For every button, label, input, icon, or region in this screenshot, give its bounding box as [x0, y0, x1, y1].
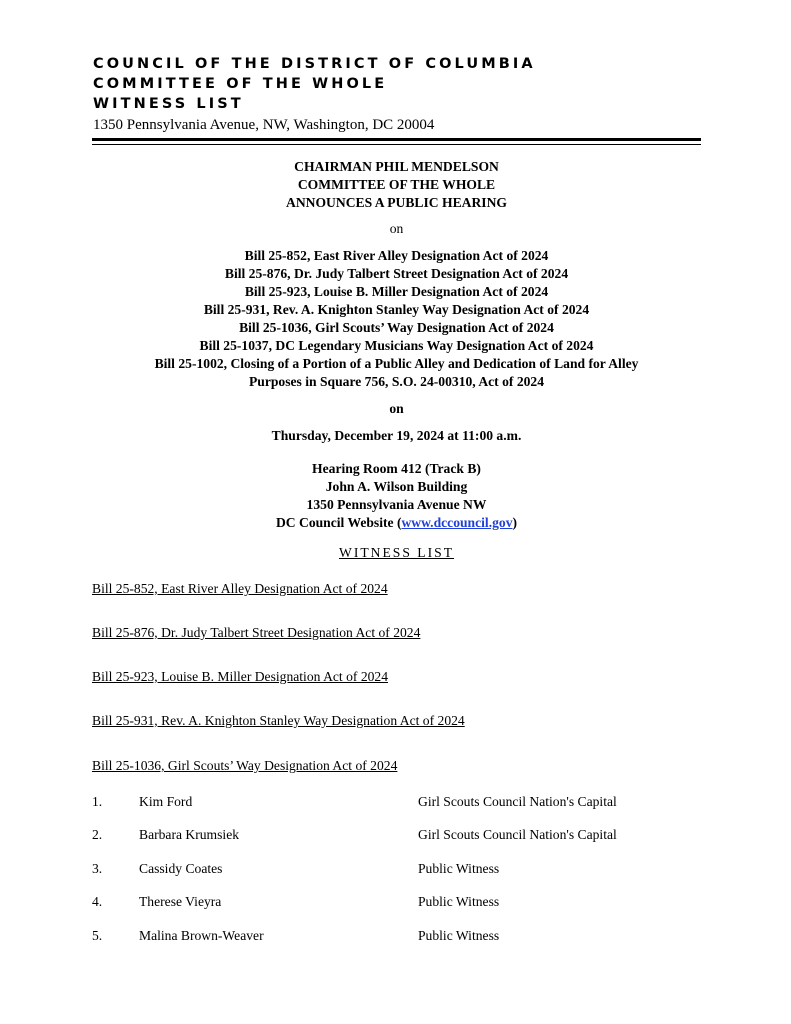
witness-section-heading: Bill 25-923, Louise B. Miller Designation Act of 2024	[92, 669, 389, 684]
letterhead-title: WITNESS LIST	[93, 96, 244, 112]
bill-line: Bill 25-1002, Closing of a Portion of a Public Alley and Dedication of Land for Alley	[154, 356, 639, 371]
bill-line: Bill 25-923, Louise B. Miller Designation Act of 2024	[244, 284, 549, 299]
letterhead-council: COUNCIL OF THE DISTRICT OF COLUMBIA	[93, 56, 536, 72]
witness-section-heading: Bill 25-1036, Girl Scouts’ Way Designation Act of 2024	[92, 758, 398, 773]
bill-line: Bill 25-1037, DC Legendary Musicians Way Designation Act of 2024	[199, 338, 594, 353]
witness-name: Cassidy Coates	[139, 861, 223, 876]
announces-line: ANNOUNCES A PUBLIC HEARING	[286, 195, 507, 210]
witness-name: Malina Brown-Weaver	[139, 928, 264, 943]
witness-organization: Public Witness	[418, 928, 500, 943]
hearing-announcement	[92, 158, 701, 532]
hearing-building: John A. Wilson Building	[325, 479, 468, 494]
witness-number: 1.	[92, 794, 103, 809]
bill-line: Bill 25-876, Dr. Judy Talbert Street Designation Act of 2024	[224, 266, 569, 281]
witness-organization: Girl Scouts Council Nation's Capital	[418, 794, 617, 809]
witness-number: 4.	[92, 894, 103, 909]
witness-number: 3.	[92, 861, 103, 876]
letterhead-committee: COMMITTEE OF THE WHOLE	[93, 76, 388, 92]
on-label: on	[389, 221, 404, 236]
website-link[interactable]: www.dccouncil.gov	[401, 515, 513, 530]
website-line	[92, 514, 701, 532]
bill-line: Purposes in Square 756, S.O. 24-00310, Act of 2024	[248, 374, 545, 389]
header-rule-thin	[92, 144, 701, 145]
witness-organization: Public Witness	[418, 894, 500, 909]
witness-organization: Girl Scouts Council Nation's Capital	[418, 827, 617, 842]
committee-line: COMMITTEE OF THE WHOLE	[297, 177, 496, 192]
chairman-line: CHAIRMAN PHIL MENDELSON	[294, 159, 499, 174]
hearing-date: Thursday, December 19, 2024 at 11:00 a.m.	[271, 428, 522, 443]
witness-name: Therese Vieyra	[139, 894, 222, 909]
on-label-bold: on	[389, 401, 404, 416]
hearing-room: Hearing Room 412 (Track B)	[312, 461, 481, 476]
witness-list-heading-text: WITNESS LIST	[339, 545, 454, 560]
witness-list-heading	[92, 544, 701, 562]
letterhead-address: 1350 Pennsylvania Avenue, NW, Washington, DC 20004	[93, 117, 435, 133]
header-rule-thick	[92, 138, 701, 141]
witness-number: 2.	[92, 827, 103, 842]
bill-line: Bill 25-852, East River Alley Designation Act of 2024	[244, 248, 549, 263]
witness-number: 5.	[92, 928, 103, 943]
witness-name: Barbara Krumsiek	[139, 827, 240, 842]
website-suffix: )	[512, 515, 518, 530]
witness-section-heading: Bill 25-876, Dr. Judy Talbert Street Designation Act of 2024	[92, 625, 421, 640]
letterhead	[93, 54, 536, 135]
witness-section-heading: Bill 25-852, East River Alley Designation Act of 2024	[92, 581, 388, 596]
website-prefix: DC Council Website (	[275, 515, 402, 530]
bill-line: Bill 25-1036, Girl Scouts’ Way Designation Act of 2024	[239, 320, 554, 335]
witness-name: Kim Ford	[139, 794, 193, 809]
bill-line: Bill 25-931, Rev. A. Knighton Stanley Way Designation Act of 2024	[203, 302, 590, 317]
witness-section-heading: Bill 25-931, Rev. A. Knighton Stanley Way Designation Act of 2024	[92, 713, 465, 728]
witness-organization: Public Witness	[418, 861, 500, 876]
hearing-street: 1350 Pennsylvania Avenue NW	[306, 497, 487, 512]
